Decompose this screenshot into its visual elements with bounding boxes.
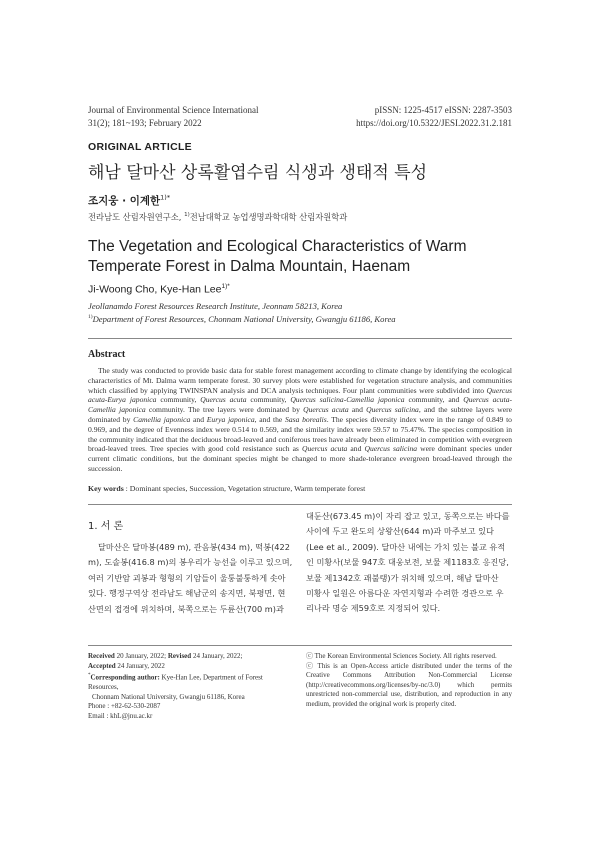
affiliation-english-1: Jeollanamdo Forest Resources Research Institute, Jeonnam 58213, Korea	[88, 301, 343, 311]
footnote-right	[306, 652, 512, 710]
affiliation-english-2-wrap	[88, 314, 396, 324]
body-line: (Lee et al., 2009). 달마산 내에는 가치 있는 불교 유적	[306, 541, 506, 552]
authors-english-names: Ji-Woong Cho, Kye-Han Lee	[88, 283, 222, 296]
affiliation-korean	[88, 211, 347, 223]
species-name: Camellia japonica	[88, 405, 146, 415]
revised-date: 24 January, 2022;	[191, 652, 243, 660]
title-english: The Vegetation and Ecological Characteristics of Warm Temperate Forest in Dalma Mountain, Haenam	[88, 238, 467, 275]
authors-korean-names: 조지웅 · 이계한	[88, 195, 161, 207]
affiliation-english-2: Department of Forest Resources, Chonnam National University, Gwangju 61186, Korea	[92, 314, 396, 324]
abstract-body: The study was conducted to provide basic data for stable forest management according to climate change by identifying the ecological characteristics of Mt. Dalma warm temperate forest. 30 survey plots were established for vegetation structure analysis, and communities which classified by applying TWINSPAN analysis and DCA analysis techniques. Four plant communities were subdivided into Quercus acuta-Eurya japonica community, Quercus acuta community, Quercus salicina-Camellia japonica community, and Quercus acuta-Camellia japonica community. The tree layers were dominated by Quercus acuta and Quercus salicina, and the subtree layers were dominated by Camellia japonica and Eurya japonica, and the Sasa borealis. The species diversity index were in the range of 0.849 to 0.969, and the degree of Evenness index were 0.514 to 0.569, and the similarity index were 59.57 to 75.47%. The species composition in the community indicated that the deciduous broad-leaved and coniferous trees have already been eliminated in competition with evergreen broad-leaved trees. Tree species with good cold resistance such as Quercus acuta and Quercus salicina were dominant species under current climatic conditions, but the dominant species might be changed to more shade-tolerance evergreen broad-leaved through the succession.	[88, 366, 513, 473]
species-name: Quercus acuta-Eurya japonica	[88, 385, 512, 405]
journal-identifiers	[356, 104, 512, 130]
received-date: 20 January, 2022;	[114, 652, 168, 660]
abstract-heading: Abstract	[88, 349, 126, 360]
body-line: 여러 기반암 괴봉과 형형의 기암들이 울퉁불퉁하게 솟아	[88, 572, 286, 583]
species-name: Quercus salicina	[364, 444, 418, 454]
authors-korean	[88, 193, 170, 208]
body-line: 보물 제1342호 괘불탱)가 위치해 있으며, 해남 달마산	[306, 572, 499, 583]
phone: Phone : +82-62-530-2087	[88, 702, 161, 711]
species-name: Camellia japonica	[133, 414, 191, 424]
journal-header	[88, 104, 258, 130]
license-text: ⓒ This is an Open-Access article distributed under the terms of the Creative Commons Attribution Non-Commercial License (http://creativecommons.org/licenses/by-nc/3.0) which permits unrestricted non-commercial use, distribution, and reproduction in any medium, provided the original work is properly cited.	[306, 661, 512, 708]
footnote-left	[88, 652, 294, 721]
affiliation-korean-2: 전남대학교 농업생명과학대학 산림자원학과	[189, 212, 348, 222]
species-name: Eurya japonica	[206, 414, 255, 424]
body-line: 인 미황사(보물 947호 대웅보전, 보물 제1183호 응진당,	[306, 557, 509, 568]
body-column-left	[88, 540, 294, 617]
title-korean: 해남 달마산 상록활엽수림 식생과 생태적 특성	[88, 163, 428, 183]
copyright: ⓒ The Korean Environmental Sciences Society. All rights reserved.	[306, 652, 497, 660]
body-line: 있다. 행정구역상 전라남도 해남군의 송지면, 북평면, 현	[88, 588, 286, 599]
received-label: Received	[88, 652, 115, 660]
species-name: Quercus acuta	[303, 405, 349, 415]
authors-english-mark: 1)*	[221, 283, 230, 290]
journal-name: Journal of Environmental Science International	[88, 105, 259, 115]
keywords-text: : Dominant species, Succession, Vegetation structure, Warm temperate forest	[123, 484, 366, 493]
corresponding-mark: *	[88, 673, 91, 679]
revised-label: Revised	[167, 652, 192, 660]
body-line: 달마산은 달마봉(489 m), 관음봉(434 m), 떡봉(422	[98, 542, 290, 552]
corresponding-address: Chonnam National University, Gwangju 61186, Korea	[92, 692, 245, 701]
corresponding-text: Kye-Han Lee, Department of Forest Resources,	[88, 673, 263, 692]
body-line: 미황사 일원은 아름다운 자연지형과 수려한 경관으로 우	[306, 588, 504, 599]
species-name: Sasa borealis	[285, 414, 327, 424]
body-line: 리나라 명승 제59호로 지정되어 있다.	[306, 603, 441, 614]
email[interactable]: Email : khL@jnu.ac.kr	[88, 711, 153, 720]
affiliation-english-mark: 1)	[88, 314, 93, 321]
keywords-label: Key words	[88, 484, 124, 493]
accepted-label: Accepted	[88, 661, 116, 670]
doi-link[interactable]: https://doi.org/10.5322/JESI.2022.31.2.181	[356, 118, 512, 128]
species-name: Quercus salicina	[366, 405, 419, 415]
section-heading: 1. 서 론	[88, 521, 124, 532]
species-name: Quercus salicina-Camellia japonica	[290, 395, 405, 405]
body-line: 대둔산(673.45 m)이 자리 잡고 있고, 동쪽으로는 바다를	[306, 511, 510, 521]
accepted-date: 24 January, 2022	[115, 661, 165, 670]
journal-volume: 31(2); 181~193; February 2022	[88, 118, 202, 128]
species-name: Quercus acuta	[463, 395, 510, 405]
body-line: 산면의 접경에 위치하며, 북쪽으로는 두륜산(700 m)과	[88, 603, 284, 614]
divider-top	[88, 338, 512, 339]
authors-korean-mark: 1)*	[160, 193, 171, 202]
body-line: m), 도솔봉(416.8 m)의 봉우리가 능선을 이루고 있으며,	[88, 557, 293, 568]
divider-middle	[88, 504, 512, 505]
corresponding-label: Corresponding author:	[90, 673, 160, 682]
body-line: 사이에 두고 완도의 상왕산(644 m)과 마주보고 있다	[306, 526, 494, 537]
body-column-right	[306, 509, 512, 617]
affiliation-korean-mark: 1)	[184, 212, 190, 219]
species-name: Quercus acuta	[200, 395, 247, 405]
issn: pISSN: 1225-4517 eISSN: 2287-3503	[374, 105, 512, 115]
divider-bottom	[88, 645, 512, 646]
authors-english	[88, 283, 230, 296]
article-type: ORIGINAL ARTICLE	[88, 141, 192, 153]
keywords	[88, 484, 365, 493]
species-name: Quercus acuta	[301, 444, 348, 454]
affiliation-korean-1: 전라남도 산림자원연구소,	[88, 212, 185, 222]
